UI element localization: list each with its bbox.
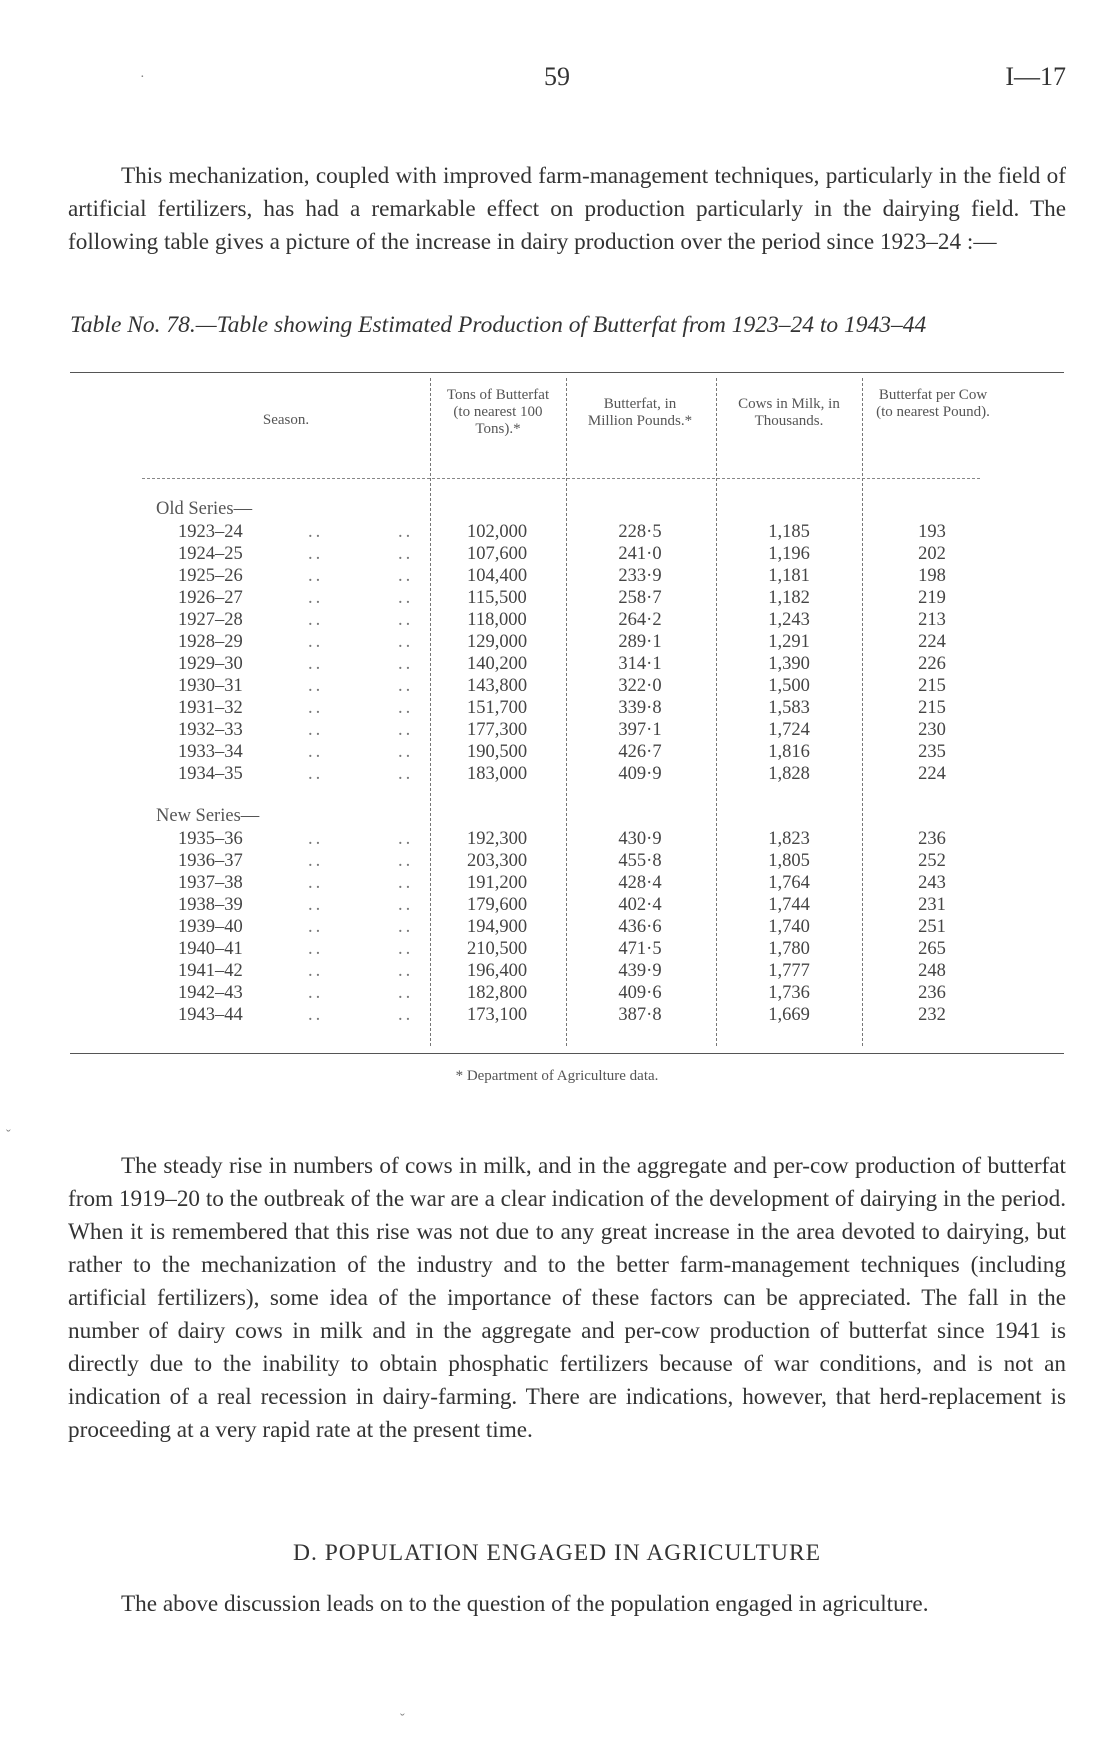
- intro-paragraph: This mechanization, coupled with improved farm-management techniques, particularly in the field of artificial fertilizers, has had a remarkable effect on production particularly in the dairying field. The following table gives a picture of the increase in dairy production over the period since 1923–24 :—: [68, 163, 1066, 255]
- leader-dots: ..: [398, 829, 414, 849]
- season-cell: 1936–37: [178, 851, 243, 871]
- leader-dots: ..: [308, 851, 324, 871]
- leader-dots: ..: [308, 764, 324, 784]
- per-cow-cell: 202: [918, 544, 946, 564]
- butterfat-cell: 258·7: [618, 588, 662, 608]
- per-cow-cell: 248: [918, 961, 946, 981]
- column-header-tons: Tons of Butterfat (to nearest 100 Tons).*: [446, 387, 550, 437]
- table-bottom-rule: [70, 1053, 1064, 1054]
- header-bottom-rule: [142, 478, 980, 479]
- butterfat-cell: 471·5: [618, 939, 662, 959]
- table-row: [0, 873, 1114, 895]
- season-cell: 1938–39: [178, 895, 243, 915]
- column-header-butterfat: Butterfat, in Million Pounds.*: [587, 396, 693, 429]
- leader-dots: ..: [398, 698, 414, 718]
- table-row: [0, 1005, 1114, 1027]
- leader-dots: ..: [398, 1005, 414, 1025]
- section-heading: D. POPULATION ENGAGED IN AGRICULTURE: [293, 1540, 821, 1566]
- leader-dots: ..: [308, 895, 324, 915]
- leader-dots: ..: [308, 983, 324, 1003]
- butterfat-cell: 228·5: [618, 522, 662, 542]
- season-cell: 1940–41: [178, 939, 243, 959]
- cows-cell: 1,724: [768, 720, 810, 740]
- tons-cell: 194,900: [466, 917, 528, 937]
- leader-dots: ..: [398, 939, 414, 959]
- leader-dots: ..: [308, 654, 324, 674]
- leader-dots: ..: [398, 522, 414, 542]
- cows-cell: 1,740: [768, 917, 810, 937]
- season-cell: 1926–27: [178, 588, 243, 608]
- table-row: [0, 566, 1114, 588]
- per-cow-cell: 232: [918, 1005, 946, 1025]
- table-row: [0, 939, 1114, 961]
- leader-dots: ..: [398, 566, 414, 586]
- table-row: [0, 895, 1114, 917]
- cows-cell: 1,181: [768, 566, 810, 586]
- per-cow-cell: 235: [918, 742, 946, 762]
- leader-dots: ..: [398, 873, 414, 893]
- cows-cell: 1,823: [768, 829, 810, 849]
- butterfat-cell: 439·9: [618, 961, 662, 981]
- butterfat-cell: 322·0: [618, 676, 662, 696]
- page-reference: I—17: [1005, 62, 1066, 91]
- old-series-label: Old Series—: [156, 499, 253, 519]
- table-row: [0, 742, 1114, 764]
- leader-dots: ..: [398, 851, 414, 871]
- leader-dots: ..: [398, 720, 414, 740]
- tons-cell: 115,500: [467, 588, 527, 608]
- season-cell: 1933–34: [178, 742, 243, 762]
- tons-cell: 177,300: [466, 720, 528, 740]
- table-row: [0, 851, 1114, 873]
- tons-cell: 143,800: [466, 676, 528, 696]
- season-cell: 1923–24: [178, 522, 243, 542]
- tons-cell: 190,500: [466, 742, 528, 762]
- column-header-season: Season.: [262, 412, 310, 428]
- cows-cell: 1,828: [768, 764, 810, 784]
- season-cell: 1929–30: [178, 654, 243, 674]
- butterfat-cell: 264·2: [618, 610, 662, 630]
- per-cow-cell: 193: [918, 522, 946, 542]
- butterfat-cell: 397·1: [618, 720, 662, 740]
- per-cow-cell: 219: [918, 588, 946, 608]
- leader-dots: ..: [308, 873, 324, 893]
- tons-cell: 179,600: [466, 895, 528, 915]
- cows-cell: 1,196: [768, 544, 810, 564]
- butterfat-cell: 289·1: [618, 632, 662, 652]
- tons-cell: 192,300: [466, 829, 528, 849]
- cows-cell: 1,185: [768, 522, 810, 542]
- table-row: [0, 654, 1114, 676]
- per-cow-cell: 230: [918, 720, 946, 740]
- table-top-rule: [70, 372, 1064, 373]
- butterfat-cell: 241·0: [618, 544, 662, 564]
- footer-speck: ˇ: [400, 1712, 405, 1727]
- column-header-cows: Cows in Milk, in Thousands.: [738, 396, 840, 429]
- per-cow-cell: 224: [918, 632, 946, 652]
- season-cell: 1932–33: [178, 720, 243, 740]
- leader-dots: ..: [398, 961, 414, 981]
- table-title: Table No. 78.—Table showing Estimated Production of Butterfat from 1923–24 to 1943–44: [70, 312, 927, 338]
- table-row: [0, 829, 1114, 851]
- table-row: [0, 764, 1114, 786]
- leader-dots: ..: [308, 544, 324, 564]
- per-cow-cell: 224: [918, 764, 946, 784]
- leader-dots: ..: [398, 983, 414, 1003]
- butterfat-cell: 233·9: [618, 566, 662, 586]
- leader-dots: ..: [308, 610, 324, 630]
- butterfat-cell: 428·4: [618, 873, 662, 893]
- table-row: [0, 917, 1114, 939]
- per-cow-cell: 215: [918, 676, 946, 696]
- page-number: 59: [544, 62, 570, 91]
- leader-dots: ..: [398, 676, 414, 696]
- table-row: [0, 720, 1114, 742]
- leader-dots: ..: [308, 961, 324, 981]
- butterfat-cell: 455·8: [618, 851, 662, 871]
- leader-dots: ..: [308, 698, 324, 718]
- cows-cell: 1,777: [768, 961, 810, 981]
- tons-cell: 107,600: [466, 544, 528, 564]
- cows-cell: 1,291: [768, 632, 810, 652]
- new-series-label: New Series—: [156, 806, 260, 826]
- season-cell: 1941–42: [178, 961, 243, 981]
- cows-cell: 1,583: [768, 698, 810, 718]
- leader-dots: ..: [398, 654, 414, 674]
- tons-cell: 203,300: [466, 851, 528, 871]
- per-cow-cell: 236: [918, 829, 946, 849]
- table-row: [0, 522, 1114, 544]
- cows-cell: 1,816: [768, 742, 810, 762]
- leader-dots: ..: [398, 917, 414, 937]
- table-row: [0, 961, 1114, 983]
- table-row: [0, 632, 1114, 654]
- season-cell: 1937–38: [178, 873, 243, 893]
- per-cow-cell: 213: [918, 610, 946, 630]
- leader-dots: ..: [308, 632, 324, 652]
- leader-dots: ..: [308, 917, 324, 937]
- butterfat-cell: 436·6: [618, 917, 662, 937]
- cows-cell: 1,243: [768, 610, 810, 630]
- leader-dots: ..: [398, 610, 414, 630]
- tons-cell: 140,200: [466, 654, 528, 674]
- cows-cell: 1,669: [768, 1005, 810, 1025]
- leader-dots: ..: [308, 1005, 324, 1025]
- leader-dots: ..: [398, 588, 414, 608]
- leader-dots: ..: [308, 829, 324, 849]
- tons-cell: 151,700: [466, 698, 528, 718]
- cows-cell: 1,736: [768, 983, 810, 1003]
- per-cow-cell: 231: [918, 895, 946, 915]
- scan-speck: ·: [140, 70, 145, 85]
- leader-dots: ..: [398, 544, 414, 564]
- season-cell: 1924–25: [178, 544, 243, 564]
- leader-dots: ..: [308, 939, 324, 959]
- per-cow-cell: 198: [918, 566, 946, 586]
- butterfat-cell: 387·8: [618, 1005, 662, 1025]
- butterfat-cell: 426·7: [618, 742, 662, 762]
- per-cow-cell: 215: [918, 698, 946, 718]
- cows-cell: 1,500: [768, 676, 810, 696]
- table-row: [0, 676, 1114, 698]
- per-cow-cell: 252: [918, 851, 946, 871]
- season-cell: 1930–31: [178, 676, 243, 696]
- tons-cell: 210,500: [466, 939, 528, 959]
- leader-dots: ..: [398, 632, 414, 652]
- leader-dots: ..: [308, 742, 324, 762]
- cows-cell: 1,764: [768, 873, 810, 893]
- column-header-per-cow: Butterfat per Cow (to nearest Pound).: [876, 387, 990, 420]
- tons-cell: 104,400: [466, 566, 528, 586]
- season-cell: 1927–28: [178, 610, 243, 630]
- table-row: [0, 588, 1114, 610]
- per-cow-cell: 236: [918, 983, 946, 1003]
- season-cell: 1925–26: [178, 566, 243, 586]
- cows-cell: 1,390: [768, 654, 810, 674]
- leader-dots: ..: [398, 742, 414, 762]
- season-cell: 1931–32: [178, 698, 243, 718]
- per-cow-cell: 243: [918, 873, 946, 893]
- butterfat-cell: 314·1: [618, 654, 662, 674]
- tons-cell: 196,400: [466, 961, 528, 981]
- butterfat-cell: 409·6: [618, 983, 662, 1003]
- closing-paragraph: The above discussion leads on to the question of the population engaged in agriculture.: [121, 1591, 929, 1617]
- butterfat-cell: 409·9: [618, 764, 662, 784]
- season-cell: 1939–40: [178, 917, 243, 937]
- table-row: [0, 544, 1114, 566]
- butterfat-cell: 402·4: [618, 895, 662, 915]
- butterfat-cell: 339·8: [618, 698, 662, 718]
- leader-dots: ..: [308, 522, 324, 542]
- table-row: [0, 610, 1114, 632]
- tons-cell: 129,000: [466, 632, 528, 652]
- cows-cell: 1,744: [768, 895, 810, 915]
- cows-cell: 1,182: [768, 588, 810, 608]
- tons-cell: 173,100: [466, 1005, 528, 1025]
- tons-cell: 182,800: [466, 983, 528, 1003]
- cows-cell: 1,805: [768, 851, 810, 871]
- tons-cell: 118,000: [467, 610, 527, 630]
- butterfat-cell: 430·9: [618, 829, 662, 849]
- leader-dots: ..: [308, 566, 324, 586]
- cows-cell: 1,780: [768, 939, 810, 959]
- table-row: [0, 698, 1114, 720]
- leader-dots: ..: [398, 764, 414, 784]
- leader-dots: ..: [398, 895, 414, 915]
- season-cell: 1928–29: [178, 632, 243, 652]
- discussion-paragraph: The steady rise in numbers of cows in milk, and in the aggregate and per-cow production of butterfat from 1919–20 to the outbreak of the war are a clear indication of the development of dairying in the period. When it is remembered that this rise was not due to any great increase in the area devoted to dairying, but rather to the mechanization of the industry and to the better farm-management techniques (including artificial fertilizers), some idea of the importance of these factors can be appreciated. The fall in the number of dairy cows in milk and in the aggregate and per-cow production of butterfat since 1941 is directly due to the inability to obtain phosphatic fertilizers because of war conditions, and is not an indication of a real recession in dairy-farming. There are indications, however, that herd-replacement is proceeding at a very rapid rate at the present time.: [68, 1153, 1067, 1443]
- leader-dots: ..: [308, 588, 324, 608]
- per-cow-cell: 251: [918, 917, 946, 937]
- table-footnote: * Department of Agriculture data.: [455, 1068, 659, 1084]
- leader-dots: ..: [308, 720, 324, 740]
- season-cell: 1935–36: [178, 829, 243, 849]
- per-cow-cell: 265: [918, 939, 946, 959]
- tons-cell: 102,000: [466, 522, 528, 542]
- tons-cell: 183,000: [466, 764, 528, 784]
- tons-cell: 191,200: [466, 873, 528, 893]
- season-cell: 1942–43: [178, 983, 243, 1003]
- table-row: [0, 983, 1114, 1005]
- season-cell: 1934–35: [178, 764, 243, 784]
- per-cow-cell: 226: [918, 654, 946, 674]
- leader-dots: ..: [308, 676, 324, 696]
- margin-mark: ˇ: [6, 1128, 11, 1143]
- season-cell: 1943–44: [178, 1005, 243, 1025]
